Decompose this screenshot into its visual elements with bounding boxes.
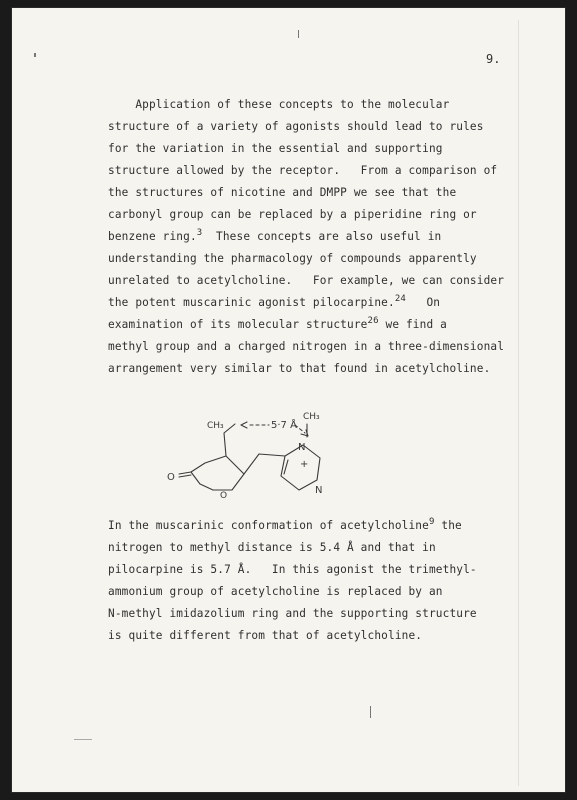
text-line: unrelated to acetylcholine. For example, we can consider	[108, 274, 505, 287]
text-line: benzene ring.$^3$ These concepts are also useful in	[108, 228, 442, 243]
text-line: the potent muscarinic agonist pilocarpine.$^{24}$ On	[108, 294, 441, 309]
carbonyl-oxygen-label: O	[167, 472, 175, 483]
n-label: N	[315, 485, 323, 496]
paragraph-1	[108, 94, 518, 380]
imidazole-double-bond	[284, 460, 288, 474]
text-line: is quite different from that of acetylcholine.	[108, 629, 423, 642]
text-line: the structures of nicotine and DMPP we see that the	[108, 186, 457, 199]
plus-charge: +	[300, 459, 309, 470]
scan-speck	[370, 706, 371, 718]
text-line: examination of its molecular structure$^{26}$ we find a	[108, 316, 447, 331]
arrowhead-left	[241, 422, 247, 428]
text-line: In the muscarinic conformation of acetylcholine$^9$ the	[108, 517, 462, 532]
pilocarpine-structure-diagram	[147, 400, 397, 510]
text-line: pilocarpine is 5.7 Å. In this agonist the trimethyl-	[108, 563, 477, 576]
citation-superscript: 24	[394, 294, 406, 304]
scan-dash	[74, 739, 92, 740]
scan-edge-line	[518, 20, 519, 786]
ch3-right-label: CH₃	[303, 412, 320, 422]
text-line: carbonyl group can be replaced by a piperidine ring or	[108, 208, 477, 221]
text-line: arrangement very similar to that found in acetylcholine.	[108, 362, 491, 375]
text-line: Application of these concepts to the molecular	[108, 98, 450, 111]
document-page	[12, 8, 565, 792]
distance-label: 5·7 Å	[271, 420, 297, 431]
citation-superscript: 9	[428, 517, 435, 527]
citation-superscript: 3	[196, 228, 203, 238]
carbonyl-bond	[179, 472, 191, 477]
ch3-left-label: CH₃	[207, 421, 224, 431]
scan-speck	[298, 30, 299, 38]
citation-superscript: 26	[367, 316, 379, 326]
text-line: ammonium group of acetylcholine is replaced by an	[108, 585, 443, 598]
text-line: N-methyl imidazolium ring and the supporting structure	[108, 607, 477, 620]
lactone-ring	[191, 456, 244, 490]
text-line: structure of a variety of agonists should lead to rules	[108, 120, 484, 133]
scan-speck	[34, 53, 36, 57]
text-line: structure allowed by the receptor. From a comparison of	[108, 164, 498, 177]
text-line: methyl group and a charged nitrogen in a three-dimensional	[108, 340, 505, 353]
text-line: understanding the pharmacology of compounds apparently	[108, 252, 477, 265]
page-number: 9.	[486, 52, 501, 66]
ethyl-chain	[224, 424, 235, 456]
text-line: for the variation in the essential and supporting	[108, 142, 443, 155]
paragraph-2	[108, 515, 518, 647]
text-line: nitrogen to methyl distance is 5.4 Å and that in	[108, 541, 436, 554]
ring-oxygen-label: O	[220, 491, 228, 501]
n-plus-label: N	[298, 442, 306, 453]
methylene-bridge	[244, 454, 285, 474]
